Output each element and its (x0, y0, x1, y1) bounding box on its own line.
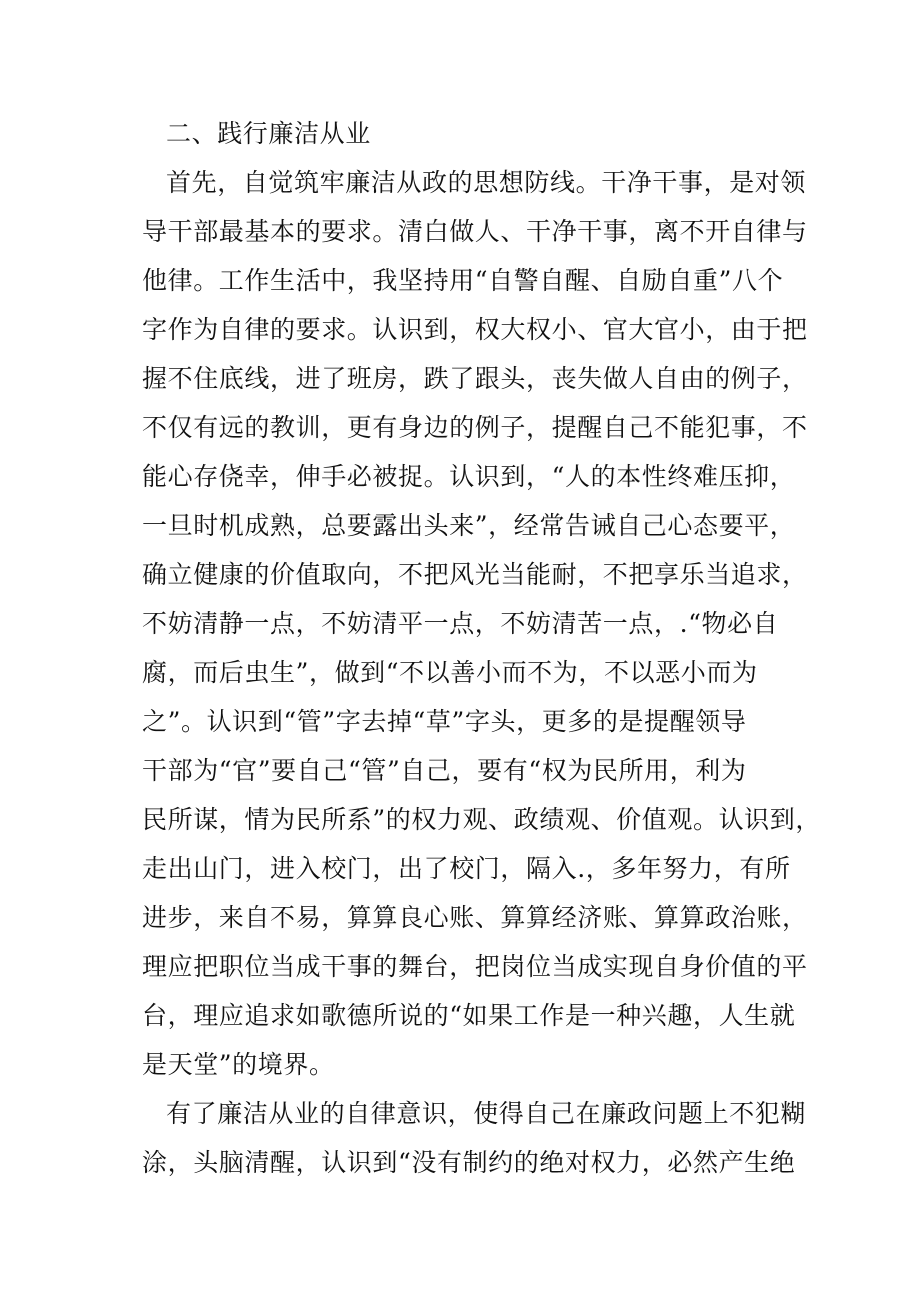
paragraph-line: 一旦时机成熟，总要露出头来”，经常告诫自己心态要平， (142, 511, 796, 540)
paragraph-line: 之”。认识到“管”字去掉“草”字头，更多的是提醒领导 (142, 707, 747, 736)
paragraph-line: 是天堂”的境界。 (142, 1050, 335, 1079)
paragraph-line: 进步，来自不易，算算良心账、算算经济账、算算政治账， (142, 903, 808, 932)
paragraph-line: 涂，头脑清醒，认识到“没有制约的绝对权力，必然产生绝 (142, 1148, 796, 1177)
paragraph-line: 干部为“官”要自己“管”自己，要有“权为民所用，利为 (142, 756, 747, 785)
paragraph-line: 不仅有远的教训，更有身边的例子，提醒自己不能犯事，不 (142, 413, 808, 442)
paragraph-line: 能心存侥幸，伸手必被捉。认识到，“人的本性终难压抑， (142, 462, 796, 491)
paragraph-line: 首先，自觉筑牢廉洁从政的思想防线。干净干事，是对领 (166, 168, 807, 197)
paragraph-line: 确立健康的价值取向，不把风光当能耐，不把享乐当追求， (142, 560, 808, 589)
paragraph-line: 导干部最基本的要求。清白做人、干净干事，离不开自律与 (142, 217, 808, 246)
paragraph-line: 理应把职位当成干事的舞台，把岗位当成实现自身价值的平 (142, 952, 808, 981)
paragraph-line: 走出山门，进入校门，出了校门，隔入.，多年努力，有所 (142, 854, 791, 883)
paragraph-line: 字作为自律的要求。认识到，权大权小、官大官小，由于把 (142, 315, 808, 344)
section-heading: 二、践行廉洁从业 (166, 119, 371, 148)
paragraph-line: 不妨清静一点，不妨清平一点，不妨清苦一点，.“物必自 (142, 609, 779, 638)
paragraph-line: 台，理应追求如歌德所说的“如果工作是一种兴趣，人生就 (142, 1001, 796, 1030)
paragraph-line: 他律。工作生活中，我坚持用“自警自醒、自励自重”八个 (142, 266, 784, 295)
paragraph-line: 民所谋，情为民所系”的权力观、政绩观、价值观。认识到， (142, 805, 821, 834)
paragraph-line: 有了廉洁从业的自律意识，使得自己在廉政问题上不犯糊 (166, 1099, 807, 1128)
paragraph-line: 握不住底线，进了班房，跌了跟头，丧失做人自由的例子， (142, 364, 808, 393)
paragraph-line: 腐，而后虫生”，做到“不以善小而不为，不以恶小而为 (142, 658, 758, 687)
